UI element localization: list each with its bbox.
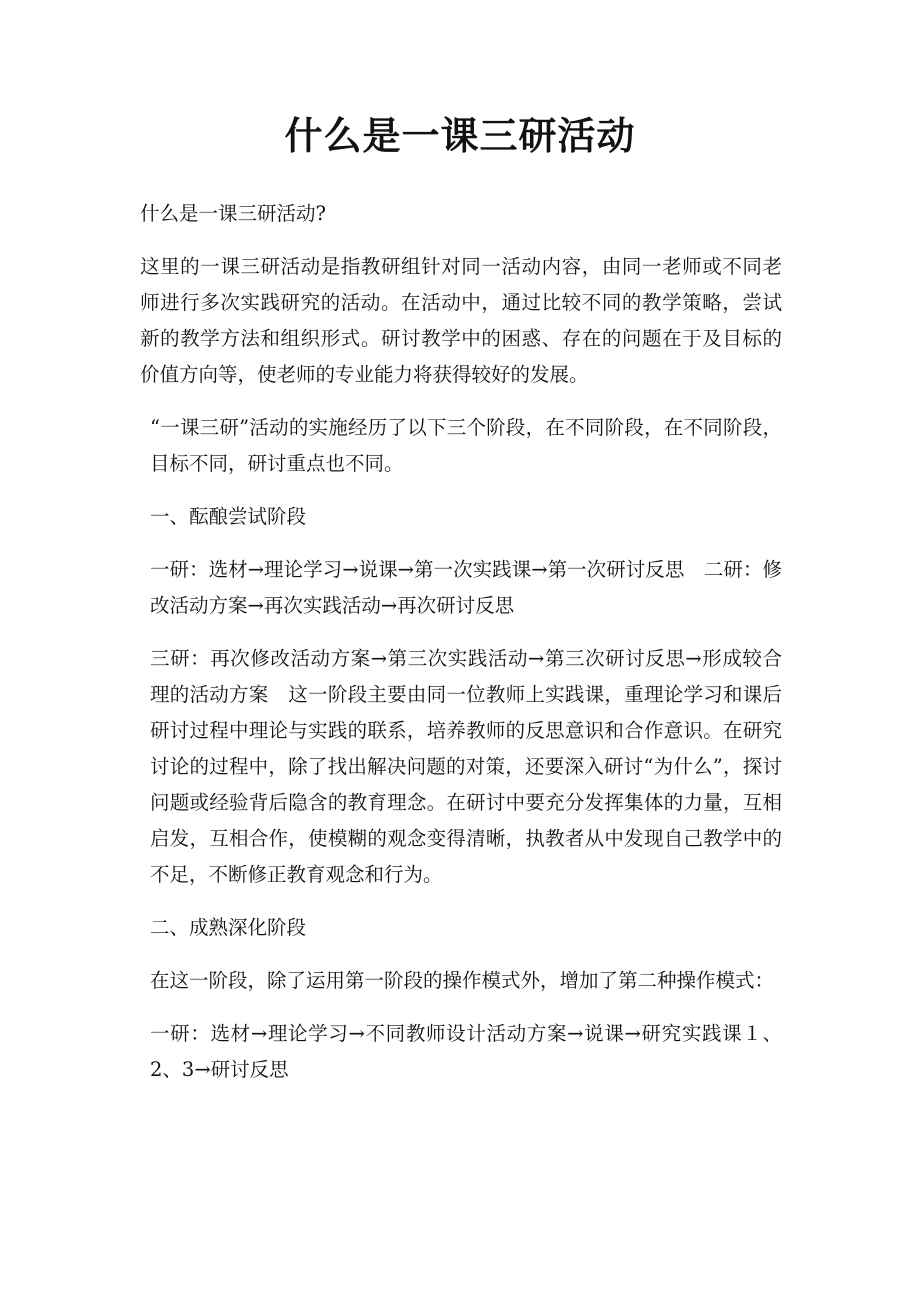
paragraph-third-research: 三研：再次修改活动方案→第三次实践活动→第三次研讨反思→形成较合理的活动方案 这一阶段主要由同一位教师上实践课，重理论学习和课后研讨过程中理论与实践的联系，培养教师的反思意识和合作意识。在研究讨论的过程中，除了找出解决问题的对策，还要深入研讨“为什么”，探讨问题或经验背后隐含的教育理念。在研讨中要充分发挥集体的力量，互相启发，互相合作，使模糊的观念变得清晰，执教者从中发现自己教学中的不足，不断修正教育观念和行为。 — [150, 647, 782, 886]
document-title: 什么是一课三研活动 — [284, 113, 636, 158]
paragraph-stage-two-first-research: 一研：选材→理论学习→不同教师设计活动方案→说课→研究实践课１、2、3→研讨反思 — [150, 1022, 782, 1081]
paragraph-definition: 这里的一课三研活动是指教研组针对同一活动内容，由同一老师或不同老师进行多次实践研究的活动。在活动中，通过比较不同的教学策略，尝试新的教学方法和组织形式。研讨教学中的困惑、存在的问题在于及目标的价值方向等，使老师的专业能力将获得较好的发展。 — [140, 255, 782, 386]
paragraph-stages-intro: “一课三研”活动的实施经历了以下三个阶段，在不同阶段，在不同阶段，目标不同，研讨重点也不同。 — [150, 416, 782, 475]
paragraph-stage-two-intro: 在这一阶段，除了运用第一阶段的操作模式外，增加了第二种操作模式： — [150, 969, 775, 992]
paragraph-question: 什么是一课三研活动? — [140, 202, 326, 225]
paragraph-first-second-research: 一研：选材→理论学习→说课→第一次实践课→第一次研讨反思 二研：修改活动方案→再次实践活动→再次研讨反思 — [150, 558, 782, 617]
heading-stage-two: 二、成熟深化阶段 — [150, 916, 307, 939]
document-body — [140, 196, 782, 1105]
heading-stage-one: 一、酝酿尝试阶段 — [150, 505, 307, 528]
